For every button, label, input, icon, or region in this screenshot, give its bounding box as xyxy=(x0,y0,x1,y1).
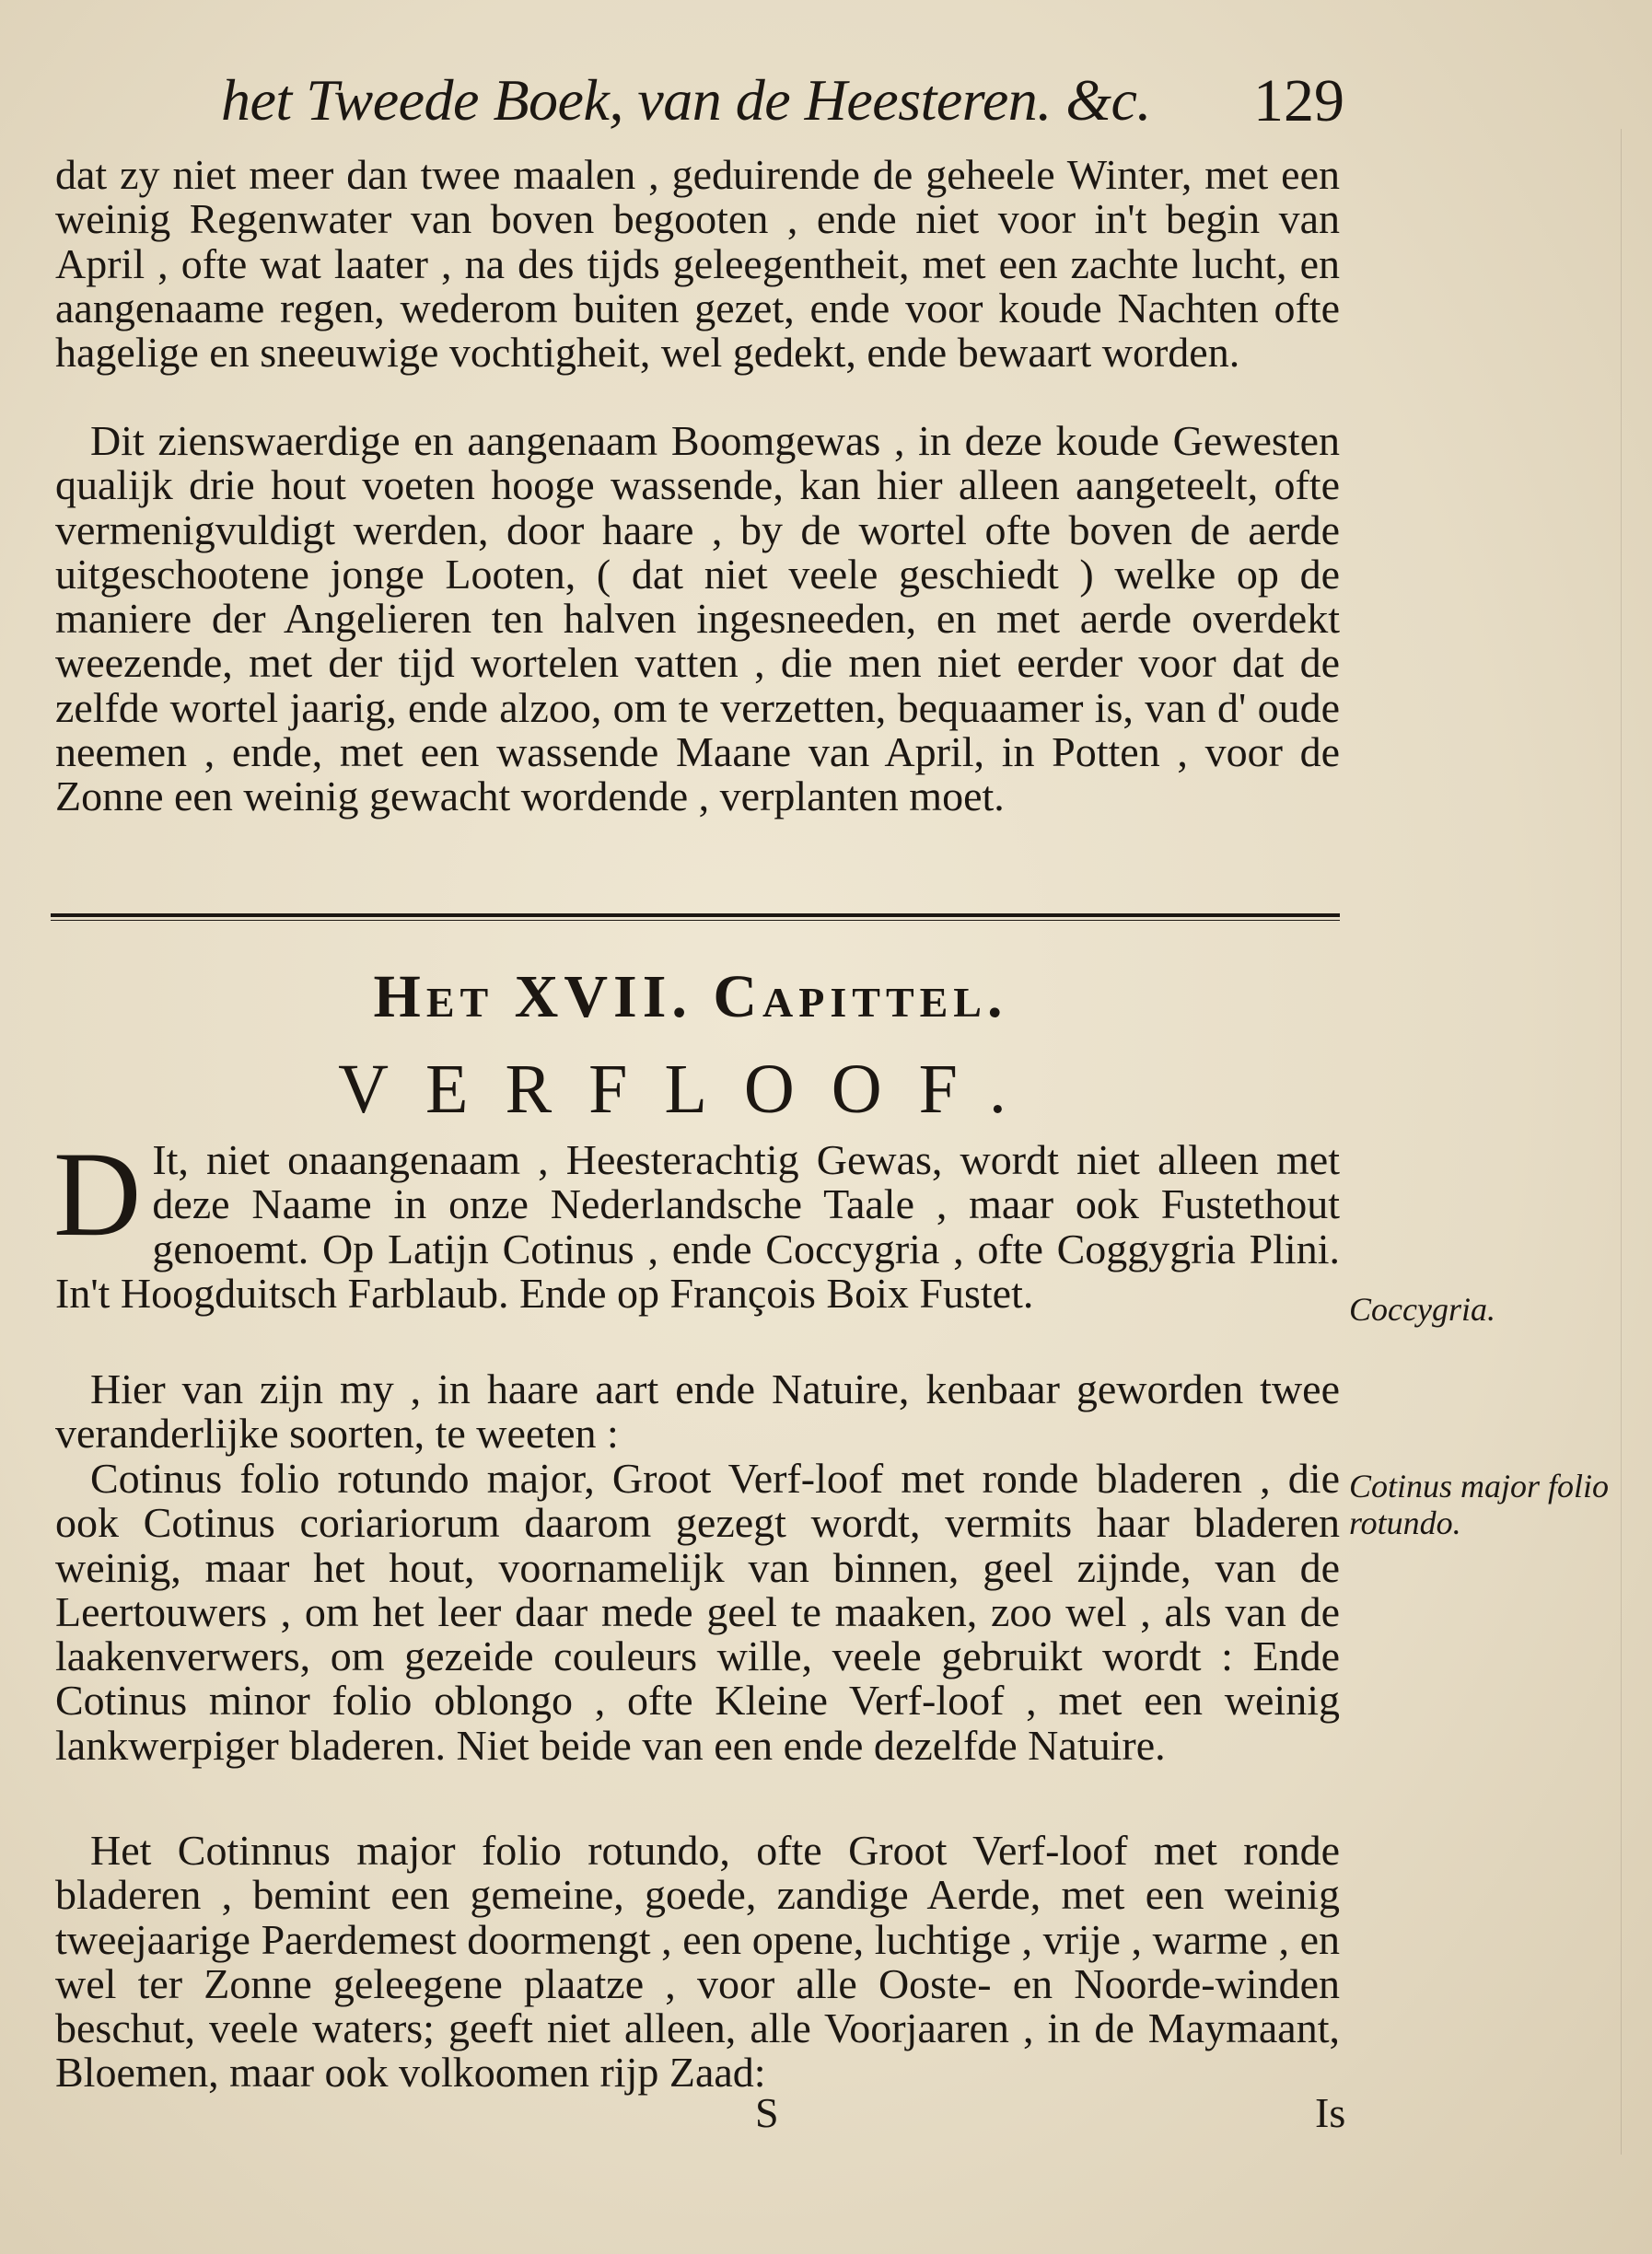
chapter-subject: VERFLOOF. xyxy=(338,1051,1043,1128)
chapter-title: Het XVII. Capittel. xyxy=(373,963,1008,1030)
paragraph-2-text: Dit zienswaerdige en aangenaam Boomgewas , in deze koude Gewesten qualijk drie hout voeten hooge wassende, kan hier alleen aangeteelt, ofte vermenigvuldigt werden, door haare , by de wortel ofte boven de aerde uitgeschootene jonge Looten, ( dat niet veele geschiedt ) welke op de maniere der Angelieren ten halven ingesneeden, en met aerde overdekt weezende, met der tijd wortelen vatten , die men niet eerder voor dat de zelfde wortel jaarig, ende alzoo, om te verzetten, bequaamer is, van d' oude neemen , ende, met een wassende Maane van April, in Potten , voor de Zonne een weinig gewacht wordende , verplanten moet. xyxy=(55,417,1340,820)
margin-note-coccygria: Coccygria. xyxy=(1349,1291,1495,1328)
section-rule-thin xyxy=(51,920,1340,921)
drop-cap: D xyxy=(53,1126,142,1261)
paragraph-4-text: Hier van zijn my , in haare aart ende Natuire, kenbaar geworden twee veranderlijke soorten, te weeten : xyxy=(55,1365,1340,1458)
page-edge xyxy=(1621,129,1644,2155)
paragraph-1 xyxy=(55,153,1340,375)
page-header xyxy=(221,66,1344,149)
paragraph-1-text: dat zy niet meer dan twee maalen , geduirende de geheele Winter, met een weinig Regenwater van boven begooten , ende niet voor in't begin van April , ofte wat laater , na des tijds geleegentheit, met een zachte lucht, en aangenaame regen, wederom buiten gezet, ende voor koude Nachten ofte hagelige en sneeuwige vochtigheit, wel gedekt, ende bewaart worden. xyxy=(55,151,1340,377)
page-number: 129 xyxy=(1253,67,1344,134)
running-title: het Tweede Boek, van de Heesteren. &c. xyxy=(221,67,1151,133)
paragraph-3 xyxy=(53,1126,1340,1317)
paragraph-3-text: It, niet onaangenaam , Heesterachtig Gewas, wordt niet alleen met deze Naame in onze Nederlandsche Taale , maar ook Fustethout genoemt. Op Latijn Cotinus , ende Coccygria , ofte Coggygria Plini. In't Hoogduitsch Farblaub. Ende op François Boix Fustet. xyxy=(55,1136,1340,1317)
paragraph-6 xyxy=(55,1829,1340,2096)
paragraph-2 xyxy=(55,419,1340,819)
catchword: Is xyxy=(1315,2089,1346,2136)
signature-mark: S xyxy=(755,2089,779,2136)
paragraph-4 xyxy=(55,1367,1340,1457)
paragraph-6-text: Het Cotinnus major folio rotundo, ofte Groot Verf-loof met ronde bladeren , bemint een gemeine, goede, zandige Aerde, met een weinig tweejaarige Paerdemest doormengt , een opene, luchtige , vrije , warme , en wel ter Zonne geleegene plaatze , voor alle Ooste- en Noorde-winden beschut, veele waters; geeft niet alleen, alle Voorjaaren , in de Maymaant, Bloemen, maar ook volkoomen rijp Zaad: xyxy=(55,1827,1340,2097)
paragraph-5-text: Cotinus folio rotundo major, Groot Verf-loof met ronde bladeren , die ook Cotinus coriariorum daarom gezegt wordt, vermits haar bladeren weinig, maar het hout, voornamelijk van binnen, geel zijnde, van de Leertouwers , om het leer daar mede geel te maaken, zoo wel , als van de laakenverwers, om gezeide couleurs wille, veele gebruikt wordt : Ende Cotinus minor folio oblongo , ofte Kleine Verf-loof , met een weinig lankwerpiger bladeren. Niet beide van een ende dezelfde Natuire. xyxy=(55,1455,1340,1769)
margin-note-cotinus: Cotinus major folio rotundo. xyxy=(1349,1468,1610,1541)
section-rule xyxy=(51,913,1340,917)
paragraph-5 xyxy=(55,1457,1340,1768)
